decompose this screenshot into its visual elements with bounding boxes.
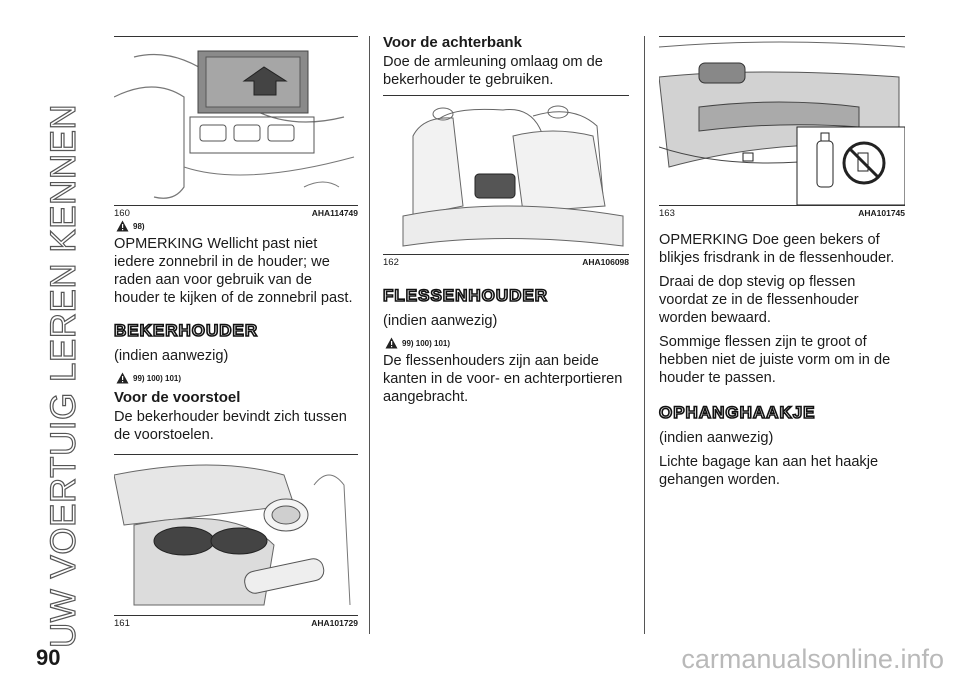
- warning-ref-text: 99) 100) 101): [402, 338, 451, 348]
- warning-references: [385, 336, 629, 350]
- figure-code: AHA101729: [311, 618, 358, 628]
- availability-note: (indien aanwezig): [383, 313, 498, 329]
- front-cupholder-illustration: [114, 455, 358, 615]
- column-3: [659, 36, 905, 495]
- warning-icon: [116, 372, 129, 384]
- figure-160: [114, 36, 358, 206]
- body-paragraph: Doe de armleuning omlaag om de bekerhouder te gebruiken.: [383, 54, 603, 88]
- column-divider: [369, 36, 370, 634]
- figure-number: 162: [383, 257, 399, 268]
- warning-icon: [385, 337, 398, 349]
- figure-code: AHA101745: [858, 208, 905, 218]
- page-number: 90: [36, 645, 61, 670]
- section-heading: FLESSENHOUDER: [383, 286, 549, 305]
- warning-ref-text: 99) 100) 101): [133, 373, 182, 383]
- figure-163-caption: [659, 208, 905, 219]
- figure-code: AHA106098: [582, 257, 629, 267]
- note-paragraph: OPMERKING Wellicht past niet iedere zonnebril in de houder; we raden aan voor gebruik van de houder te kijken of de zonnebril past.: [114, 236, 353, 306]
- column-divider: [644, 36, 645, 634]
- note-paragraph: OPMERKING Doe geen bekers of blikjes frisdrank in de flessenhouder.: [659, 232, 895, 266]
- body-paragraph: Sommige flessen zijn te groot of hebben niet de juiste vorm om in de houder te passen.: [659, 334, 891, 386]
- section-heading: BEKERHOUDER: [114, 321, 259, 340]
- figure-160-caption: [114, 208, 358, 219]
- figure-code: AHA114749: [311, 208, 358, 218]
- figure-number: 163: [659, 208, 675, 219]
- column-1: [114, 36, 358, 629]
- door-bottle-holder-illustration: [659, 37, 905, 205]
- body-paragraph: Lichte bagage kan aan het haakje gehangen worden.: [659, 454, 879, 488]
- column-2: [383, 34, 629, 412]
- body-paragraph: De bekerhouder bevindt zich tussen de voorstoelen.: [114, 409, 347, 443]
- availability-note: (indien aanwezig): [659, 430, 774, 446]
- sub-heading: Voor de voorstoel: [114, 389, 241, 406]
- warning-ref-text: 98): [133, 221, 145, 231]
- sub-heading: Voor de achterbank: [383, 34, 522, 51]
- availability-note: (indien aanwezig): [114, 348, 229, 364]
- figure-161: [114, 454, 358, 616]
- figure-162: [383, 95, 629, 255]
- figure-162-caption: [383, 257, 629, 268]
- body-paragraph: Draai de dop stevig op flessen voordat ze in de flessenhouder worden bewaard.: [659, 274, 859, 326]
- figure-number: 161: [114, 618, 130, 629]
- section-title: [34, 20, 94, 660]
- figure-161-caption: [114, 618, 358, 629]
- rear-seat-armrest-illustration: [383, 96, 629, 254]
- warning-icon: [116, 220, 129, 232]
- figure-number: 160: [114, 208, 130, 219]
- body-paragraph: De flessenhouders zijn aan beide kanten in de voor- en achterportieren aangebracht.: [383, 353, 623, 405]
- section-heading: OPHANGHAAKJE: [659, 403, 816, 422]
- figure-163: [659, 36, 905, 206]
- watermark: carmanualsonline.info: [681, 644, 944, 674]
- warning-references: [116, 371, 358, 385]
- warning-reference: [116, 219, 358, 233]
- section-title-text: UW VOERTUIG LEREN KENNEN: [44, 103, 83, 648]
- sunglass-holder-illustration: [114, 37, 358, 205]
